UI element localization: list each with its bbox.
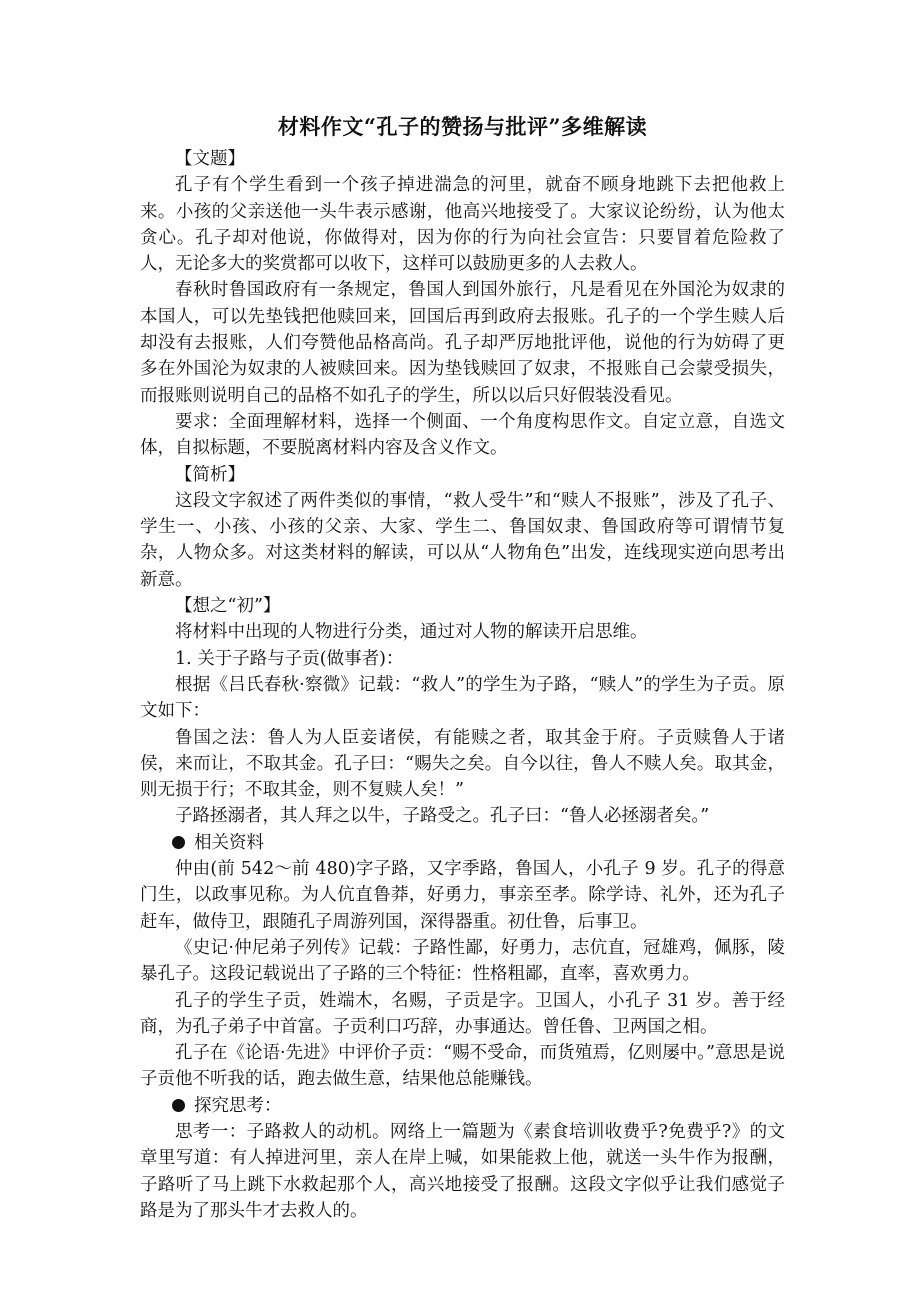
bullet-dot-icon xyxy=(172,1099,185,1112)
paragraph: 孔子的学生子贡，姓端木，名赐，子贡是字。卫国人，小孔子 31 岁。善于经商，为孔子弟子中首富。子贡利口巧辞，办事通达。曾任鲁、卫两国之相。 xyxy=(140,990,785,1037)
bullet-heading-related-materials xyxy=(140,830,785,856)
paragraph: 要求：全面理解材料，选择一个侧面、一个角度构思作文。自定立意，自选文体，自拟标题，不要脱离材料内容及含义作文。 xyxy=(140,411,785,459)
paragraph: 春秋时鲁国政府有一条规定，鲁国人到国外旅行，凡是看见在外国沦为奴隶的本国人，可以先垫钱把他赎回来，回国后再到政府去报账。孔子的一个学生赎人后却没有去报账，人们夸赞他品格高尚。孔子却严厉地批评他，说他的行为妨碍了更多在外国沦为奴隶的人被赎回来。因为垫钱赎回了奴隶，不报账自己会蒙受损失，而报账则说明自己的品格不如孔子的学生，所以以后只好假装没看见。 xyxy=(140,280,785,406)
paragraph: 思考一：子路救人的动机。网络上一篇题为《素食培训收费乎?免费乎?》的文章里写道：有人掉进河里，亲人在岸上喊，如果能救上他，就送一头牛作为报酬，子路听了马上跳下水救起那个人，高兴地接受了报酬。这段文字似乎让我们感觉子路是为了那头牛才去救人的。 xyxy=(140,1121,785,1221)
bullet-dot-icon xyxy=(172,836,185,849)
bullet-heading-exploration xyxy=(140,1093,785,1119)
paragraph: 孔子在《论语·先进》中评价子贡：“赐不受命，而货殖焉，亿则屡中。”意思是说子贡他不听我的话，跑去做生意，结果他总能赚钱。 xyxy=(140,1043,785,1090)
paragraph: 仲由(前 542～前 480)字子路，又字季路，鲁国人，小孔子 9 岁。孔子的得意门生，以政事见称。为人伉直鲁莽，好勇力，事亲至孝。除学诗、礼外，还为孔子赶车，做侍卫，跟随孔子周游列国，深得器重。初仕鲁，后事卫。 xyxy=(140,859,785,932)
quote-paragraph: 子路拯溺者，其人拜之以牛，子路受之。孔子曰：“鲁人必拯溺者矣。” xyxy=(175,806,710,827)
paragraph: 将材料中出现的人物进行分类，通过对人物的解读开启思维。 xyxy=(175,622,648,643)
section-heading-wenti: 【文题】 xyxy=(175,149,245,169)
section-heading-xiangzhichu: 【想之“初”】 xyxy=(175,596,281,617)
quote-paragraph: 鲁国之法：鲁人为人臣妾诸侯，有能赎之者，取其金于府。子贡赎鲁人于诸侯，来而让，不取其金。孔子曰：“赐失之矣。自今以往，鲁人不赎人矣。取其金，则无损于行；不取其金，则不复赎人矣！” xyxy=(140,727,785,801)
paragraph: 孔子有个学生看到一个孩子掉进湍急的河里，就奋不顾身地跳下去把他救上来。小孩的父亲送他一头牛表示感谢，他高兴地接受了。大家议论纷纷，认为他太贪心。孔子却对他说，你做得对，因为你的行为向社会宣告：只要冒着危险救了人，无论多大的奖赏都可以收下，这样可以鼓励更多的人去救人。 xyxy=(140,175,785,275)
paragraph: 《史记·仲尼弟子列传》记载：子路性鄙，好勇力，志伉直，冠雄鸡，佩豚，陵暴孔子。这段记载说出了子路的三个特征：性格粗鄙，直率，喜欢勇力。 xyxy=(140,937,785,985)
document-page xyxy=(140,112,785,1224)
document-title: 材料作文“孔子的赞扬与批评”多维解读 xyxy=(277,114,648,139)
section-heading-jianxi: 【简析】 xyxy=(175,464,245,485)
bullet-label: 探究思考： xyxy=(194,1095,282,1116)
list-item-heading: 1. 关于子路与子贡(做事者)： xyxy=(175,648,404,669)
paragraph: 根据《吕氏春秋·察微》记载：“救人”的学生为子路，“赎人”的学生为子贡。原文如下： xyxy=(140,674,785,722)
bullet-label: 相关资料 xyxy=(194,832,264,853)
paragraph: 这段文字叙述了两件类似的事情，“救人受牛”和“赎人不报账”，涉及了孔子、学生一、小孩、小孩的父亲、大家、学生二、鲁国奴隶、鲁国政府等可谓情节复杂，人物众多。对这类材料的解读，可以从“人物角色”出发，连线现实逆向思考出新意。 xyxy=(140,490,785,590)
